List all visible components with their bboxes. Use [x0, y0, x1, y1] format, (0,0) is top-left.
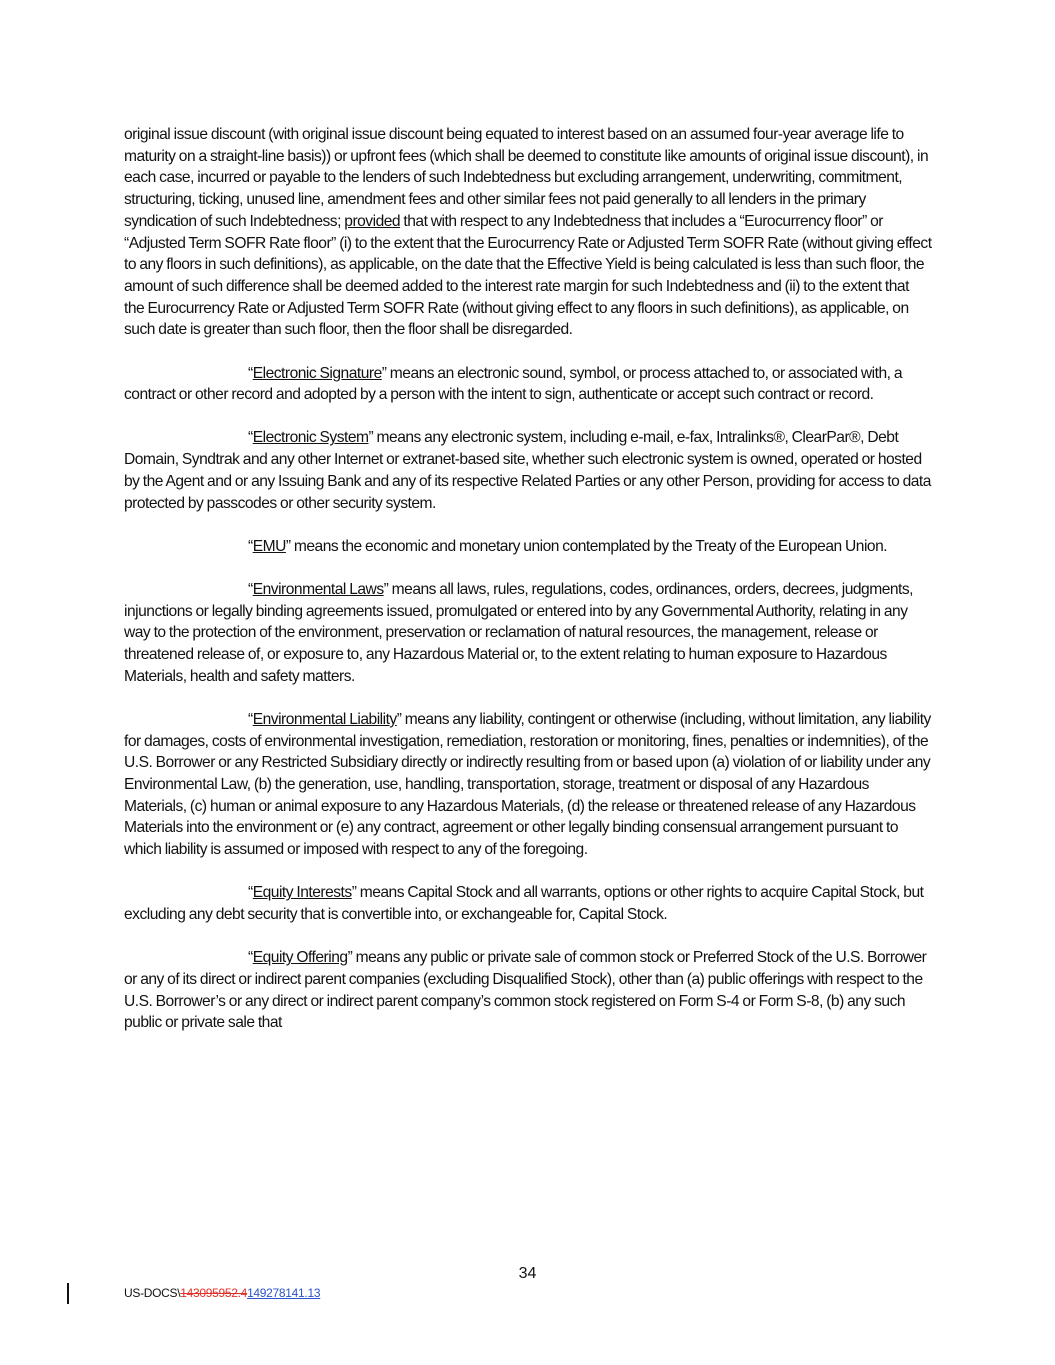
open-quote: “ — [248, 537, 253, 555]
paragraph-text: original issue discount (with original issue discount being equated to interest based on an assumed four-year average life to maturity on a straight-line basis)) or upfront fees (which shall be deemed to constitute like amounts of original issue discount), in each case, incurred or payable to the lenders of such Indebtedness but excluding arrangement, underwriting, commitment, structuring, ticking, unused line, amendment fees and other similar fees not paid generally to all lenders in the primary syndication of such Indebtedness; — [124, 126, 929, 230]
doc-id-prefix: US-DOCS\ — [124, 1286, 181, 1300]
definition-text: ” means all laws, rules, regulations, codes, ordinances, orders, decrees, judgments, injunctions or legally binding agreements issued, promulgated or entered into by any Governmental Authority, relating in any way to the protection of the environment, preservation or reclamation of natural resources, the management, release or threatened release of, or exposure to, any Hazardous Material or, to the extent relating to human exposure to Hazardous Materials, health and safety matters. — [124, 580, 914, 685]
document-id-footer — [124, 1286, 320, 1300]
page-number: 34 — [518, 1265, 537, 1282]
defined-term: EMU — [252, 537, 286, 555]
definition-environmental-laws — [124, 579, 932, 688]
definition-text: ” means any liability, contingent or otherwise (including, without limitation, any liability for damages, costs of environmental investigation, remediation, restoration or monitoring, fines, penalties or indemnities), of the U.S. Borrower or any Restricted Subsidiary directly or indirectly resulting from or based upon (a) violation of or liability under any Environmental Law, (b) the generation, use, handling, transportation, storage, treatment or disposal of any Hazardous Materials, (c) human or animal exposure to any Hazardous Materials, (d) the release or threatened release of any Hazardous Materials into the environment or (e) any contract, agreement or other legally binding consensual arrangement pursuant to which liability is assumed or imposed with respect to any of the foregoing. — [124, 710, 931, 859]
open-quote: “ — [248, 364, 253, 382]
open-quote: “ — [248, 884, 253, 902]
proviso-term: provided — [344, 212, 401, 230]
revision-change-bar — [67, 1283, 69, 1304]
definition-text: ” means any electronic system, including e-mail, e-fax, Intralinks®, ClearPar®, Debt Domain, Syndtrak and any other Internet or extranet-based site, whether such electronic system is owned, operated or hosted by the Agent and or any Issuing Bank and any of its respective Related Parties or any other Person, providing for access to data protected by passcodes or other security system. — [124, 429, 931, 512]
definition-electronic-signature — [124, 363, 932, 406]
open-quote: “ — [248, 429, 253, 447]
defined-term: Environmental Laws — [252, 580, 384, 598]
definition-text: ” means the economic and monetary union contemplated by the Treaty of the European Union. — [285, 537, 888, 555]
open-quote: “ — [248, 949, 253, 967]
doc-id-inserted: 149278141.13 — [247, 1286, 321, 1300]
defined-term: Equity Offering — [252, 949, 348, 967]
definition-text: ” means an electronic sound, symbol, or process attached to, or associated with, a contract or other record and adopted by a person with the intent to sign, authenticate or accept such contract or record. — [124, 364, 902, 404]
defined-term: Electronic Signature — [252, 364, 382, 382]
definition-electronic-system — [124, 427, 932, 514]
definition-equity-interests — [124, 882, 932, 925]
document-body — [124, 124, 932, 1056]
open-quote: “ — [248, 580, 253, 598]
paragraph-effective-yield-continuation — [124, 124, 932, 341]
defined-term: Electronic System — [252, 429, 369, 447]
definition-equity-offering — [124, 947, 932, 1034]
open-quote: “ — [248, 710, 253, 728]
defined-term: Environmental Liability — [252, 710, 397, 728]
definition-text: ” means Capital Stock and all warrants, options or other rights to acquire Capital Stock, but excluding any debt security that is convertible into, or exchangeable for, Capital Stock. — [124, 884, 924, 924]
definition-environmental-liability — [124, 709, 932, 861]
paragraph-text: that with respect to any Indebtedness that includes a “Eurocurrency floor” or “Adjusted Term SOFR Rate floor” (i) to the extent that the Eurocurrency Rate or Adjusted Term SOFR Rate (without giving effect to any floors in such definitions), as applicable, on the date that the Effective Yield is being calculated is less than such floor, the amount of such difference shall be deemed added to the interest rate margin for such Indebtedness and (ii) to the extent that the Eurocurrency Rate or Adjusted Term SOFR Rate (without giving effect to any floors in such definitions), as applicable, on such date is greater than such floor, then the floor shall be disregarded. — [124, 212, 932, 339]
doc-id-deleted: 143095952.4 — [180, 1286, 248, 1300]
definition-emu — [124, 536, 932, 558]
defined-term: Equity Interests — [252, 884, 352, 902]
definition-text: ” means any public or private sale of common stock or Preferred Stock of the U.S. Borrower or any of its direct or indirect parent companies (excluding Disqualified Stock), other than (a) public offerings with respect to the U.S. Borrower’s or any direct or indirect parent company’s common stock registered on Form S-4 or Form S-8, (b) any such public or private sale that — [124, 949, 927, 1032]
